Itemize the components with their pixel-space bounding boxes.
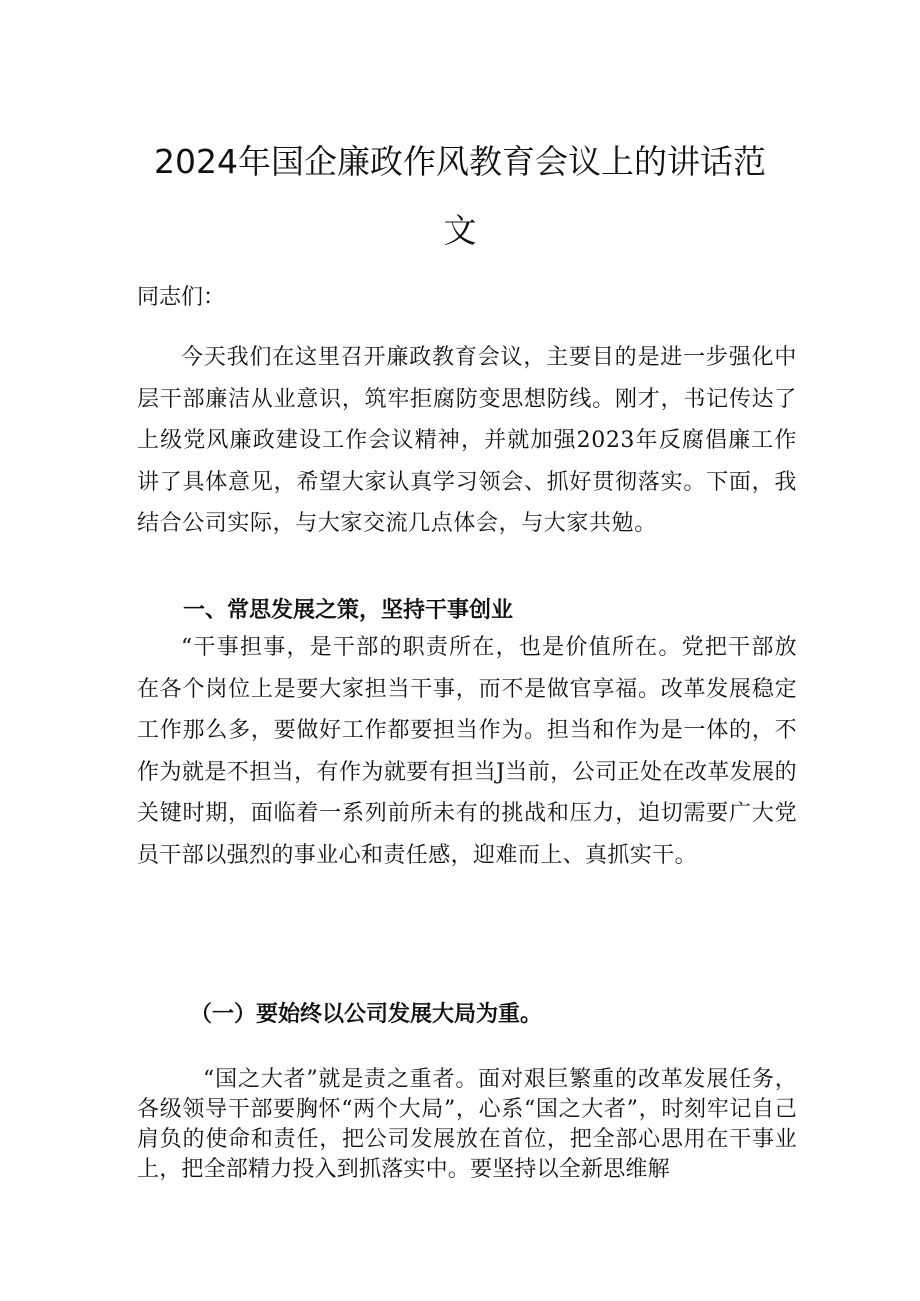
salutation: 同志们： (137, 285, 226, 310)
section-heading-1: 一、常思发展之策，坚持干事创业 (183, 597, 514, 623)
document-title-line-2: 文 (443, 211, 477, 250)
paragraph-subsection-1: “国之大者”就是责之重者。面对艰巨繁重的改革发展任务，各级领导干部要胸怀“两个大局”，心系“国之大者”，时刻牢记自己肩负的使命和责任，把公司发展放在首位，把全部心思用在干事业上，把全部精力投入到抓落实中。要坚持以全新思维解 (137, 1067, 797, 1182)
subsection-heading-1: （一）要始终以公司发展大局为重。 (190, 1001, 543, 1027)
paragraph-section-1: “干事担事，是干部的职责所在，也是价值所在。党把干部放在各个岗位上是要大家担当干事，而不是做官享福。改革发展稳定工作那么多，要做好工作都要担当作为。担当和作为是一体的，不作为就是不担当，有作为就要有担当J当前，公司正处在改革发展的关键时期，面临着一系列前所未有的挑战和压力，迫切需要广大党员干部以强烈的事业心和责任感，迎难而上、真抓实干。 (137, 635, 797, 868)
paragraph-intro: 今天我们在这里召开廉政教育会议，主要目的是进一步强化中层干部廉洁从业意识，筑牢拒腐防变思想防线。刚才，书记传达了上级党风廉政建设工作会议精神，并就加强2023年反腐倡廉工作讲了具体意见，希望大家认真学习领会、抓好贯彻落实。下面，我结合公司实际，与大家交流几点体会，与大家共勉。 (137, 345, 797, 537)
document-title-line-1: 2024年国企廉政作风教育会议上的讲话范 (154, 142, 766, 181)
